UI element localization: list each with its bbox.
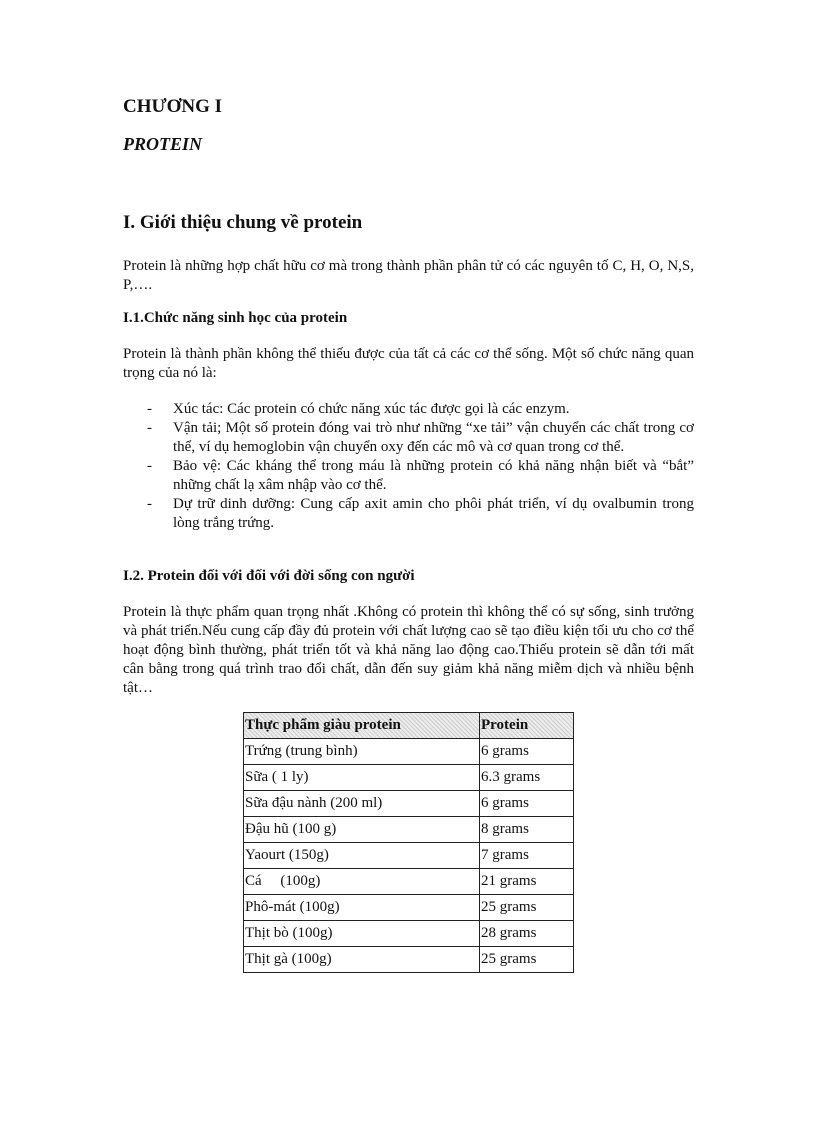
table-row <box>244 895 574 921</box>
table-row <box>244 947 574 973</box>
table-cell-food: Sữa đậu nành (200 ml) <box>244 791 480 817</box>
table-cell-food: Phô-mát (100g) <box>244 895 480 921</box>
table-header-food: Thực phẩm giàu protein <box>244 713 480 739</box>
table-cell-food: Trứng (trung bình) <box>244 739 480 765</box>
table-header-row <box>244 713 574 739</box>
table-row <box>244 817 574 843</box>
table-cell-food: Thịt bò (100g) <box>244 921 480 947</box>
table-cell-food: Yaourt (150g) <box>244 843 480 869</box>
table-row <box>244 843 574 869</box>
section-1-1-intro: Protein là thành phần không thể thiếu được của tất cả các cơ thể sống. Một số chức năng quan trọng của nó là: <box>123 346 694 381</box>
list-item: - Vận tải; Một số protein đóng vai trò như những “xe tải” vận chuyển các chất trong cơ thể, ví dụ hemoglobin vận chuyển oxy đến các mô và cơ quan trong cơ thể. <box>123 419 694 457</box>
section-1-2-body: Protein là thực phẩm quan trọng nhất .Không có protein thì không thể có sự sống, sinh trưởng và phát triển.Nếu cung cấp đầy đủ protein với chất lượng cao sẽ tạo điều kiện tối ưu cho cơ thể hoạt động bình thường, phát triển tốt và khả năng lao động cao.Thiếu protein sẽ dẫn tới mất cân bằng trong quá trình trao đổi chất, dẫn đến suy giảm khả năng miễm dịch và nhiều bệnh tật… <box>123 604 694 696</box>
table-header-protein: Protein <box>480 713 574 739</box>
section-1-1-heading: I.1.Chức năng sinh học của protein <box>123 310 348 326</box>
table-cell-food: Thịt gà (100g) <box>244 947 480 973</box>
table-row <box>244 921 574 947</box>
list-item: - Dự trữ dinh dưỡng: Cung cấp axit amin cho phôi phát triển, ví dụ ovalbumin trong lòng trắng trứng. <box>123 495 694 533</box>
table-cell-food: Sữa ( 1 ly) <box>244 765 480 791</box>
list-item: - Xúc tác: Các protein có chức năng xúc tác được gọi là các enzym. <box>123 400 694 419</box>
table-cell-protein: 25 grams <box>480 895 574 921</box>
table-cell-protein: 7 grams <box>480 843 574 869</box>
table-row <box>244 765 574 791</box>
chapter-title: CHƯƠNG I <box>123 96 223 117</box>
table-cell-food: Đậu hũ (100 g) <box>244 817 480 843</box>
section-1-heading: I. Giới thiệu chung về protein <box>123 212 363 233</box>
function-list <box>123 400 694 533</box>
table-cell-protein: 6 grams <box>480 791 574 817</box>
table-cell-protein: 8 grams <box>480 817 574 843</box>
table-cell-protein: 6.3 grams <box>480 765 574 791</box>
table-cell-protein: 25 grams <box>480 947 574 973</box>
table-cell-food: Cá (100g) <box>244 869 480 895</box>
table-cell-protein: 28 grams <box>480 921 574 947</box>
table-row <box>244 869 574 895</box>
table-cell-protein: 21 grams <box>480 869 574 895</box>
section-1-intro: Protein là những hợp chất hữu cơ mà trong thành phần phân tử có các nguyên tố C, H, O, N,S, P,…. <box>123 258 694 293</box>
chapter-subtitle: PROTEIN <box>123 134 203 154</box>
table-cell-protein: 6 grams <box>480 739 574 765</box>
protein-table <box>243 712 574 973</box>
table-row <box>244 791 574 817</box>
table-row <box>244 739 574 765</box>
section-1-2-heading: I.2. Protein đối với đối với đời sống con người <box>123 568 415 584</box>
list-item: - Bảo vệ: Các kháng thể trong máu là những protein có khả năng nhận biết và “bắt” những chất lạ xâm nhập vào cơ thể. <box>123 457 694 495</box>
